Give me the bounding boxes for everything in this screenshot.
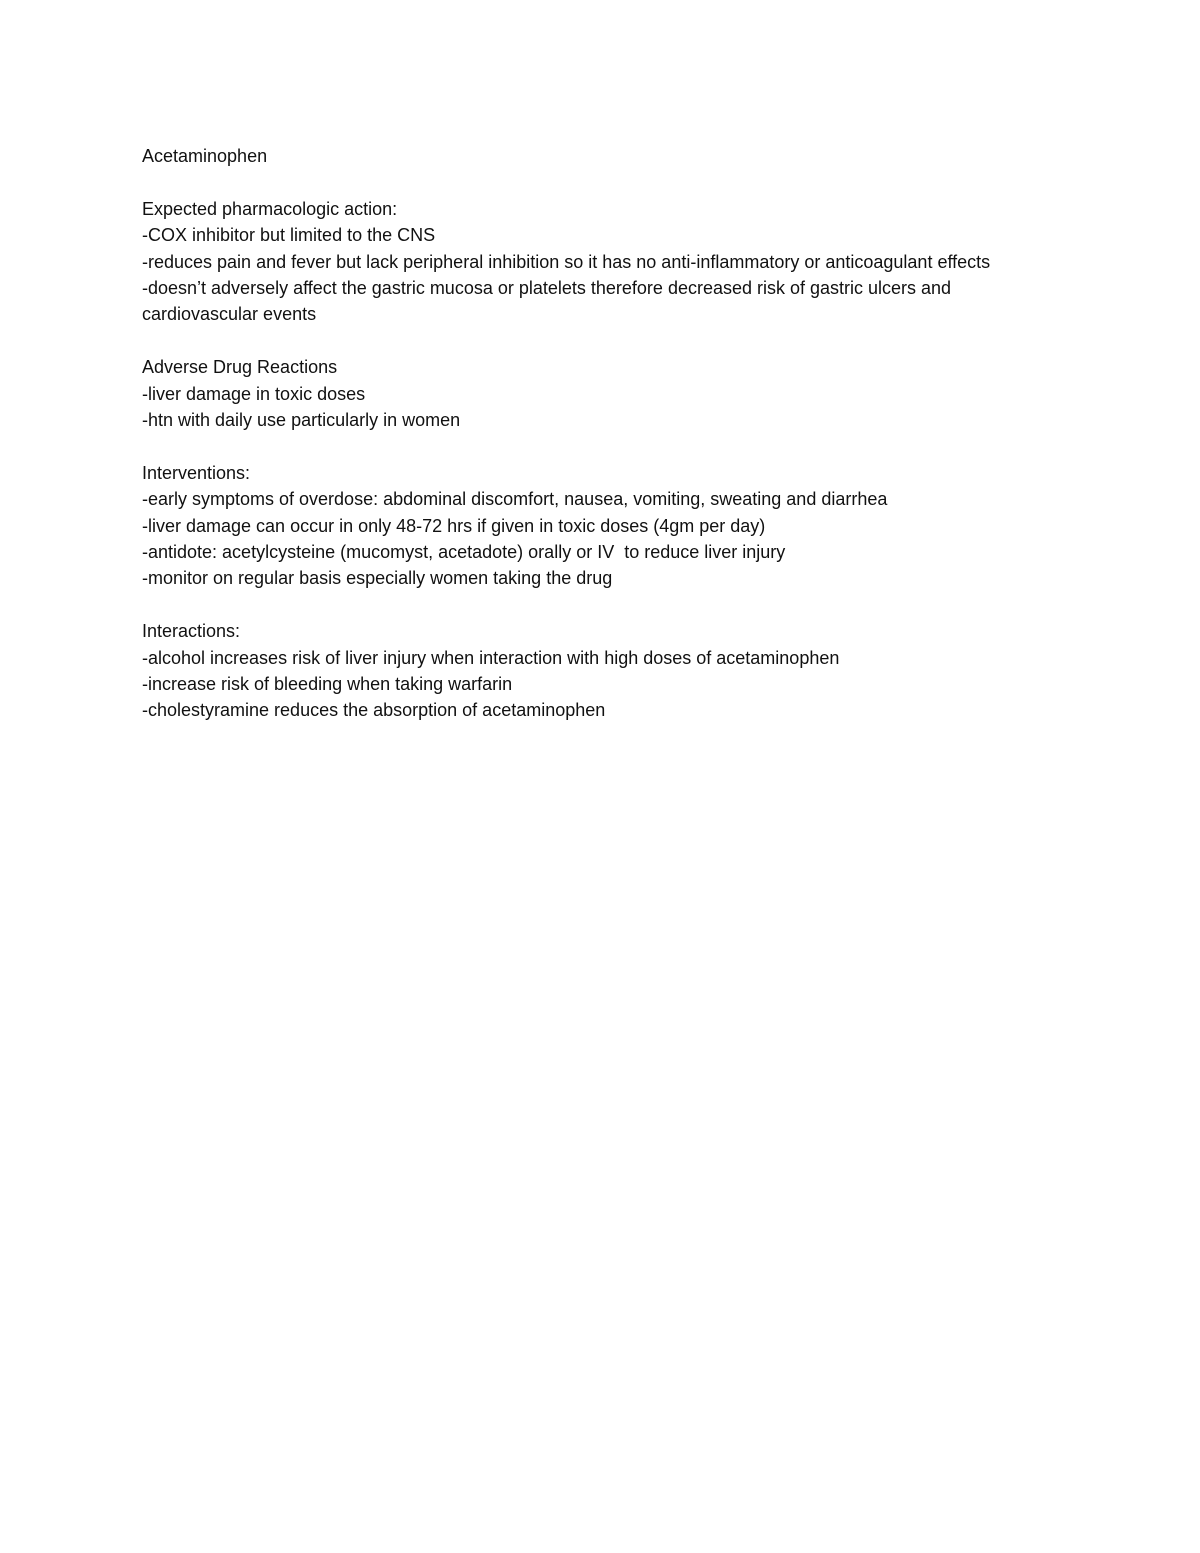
- list-item: -alcohol increases risk of liver injury when interaction with high doses of acetaminophen: [142, 647, 840, 668]
- section-interactions: [142, 618, 1042, 724]
- list-item: -doesn’t adversely affect the gastric mucosa or platelets therefore decreased risk of gastric ulcers and cardiovascular events: [142, 278, 952, 325]
- list-item: -early symptoms of overdose: abdominal discomfort, nausea, vomiting, sweating and diarrhea: [142, 489, 888, 510]
- list-item: -antidote: acetylcysteine (mucomyst, acetadote) orally or IV to reduce liver injury: [142, 542, 786, 563]
- list-item: -monitor on regular basis especially women taking the drug: [142, 568, 613, 589]
- spacer: [142, 592, 1042, 618]
- list-item: -cholestyramine reduces the absorption of acetaminophen: [142, 700, 606, 721]
- list-item: -increase risk of bleeding when taking warfarin: [142, 674, 513, 695]
- list-item: -COX inhibitor but limited to the CNS: [142, 225, 436, 246]
- section-heading: Adverse Drug Reactions: [142, 357, 338, 378]
- spacer: [142, 328, 1042, 354]
- section-heading: Interventions:: [142, 462, 251, 483]
- section-heading: Interactions:: [142, 621, 241, 642]
- list-item: -htn with daily use particularly in women: [142, 410, 461, 431]
- list-item: -liver damage in toxic doses: [142, 383, 366, 404]
- section-heading: Expected pharmacologic action:: [142, 198, 398, 219]
- section-interventions: [142, 460, 1042, 592]
- list-item: -reduces pain and fever but lack peripheral inhibition so it has no anti-inflammatory or anticoagulant effects: [142, 251, 991, 272]
- section-adverse-drug-reactions: [142, 354, 1042, 433]
- section-pharmacologic-action: [142, 196, 1042, 328]
- document-title: Acetaminophen: [142, 146, 268, 166]
- list-item: -liver damage can occur in only 48-72 hrs if given in toxic doses (4gm per day): [142, 515, 766, 536]
- spacer: [142, 169, 1042, 195]
- spacer: [142, 433, 1042, 459]
- document-body: [142, 143, 1042, 724]
